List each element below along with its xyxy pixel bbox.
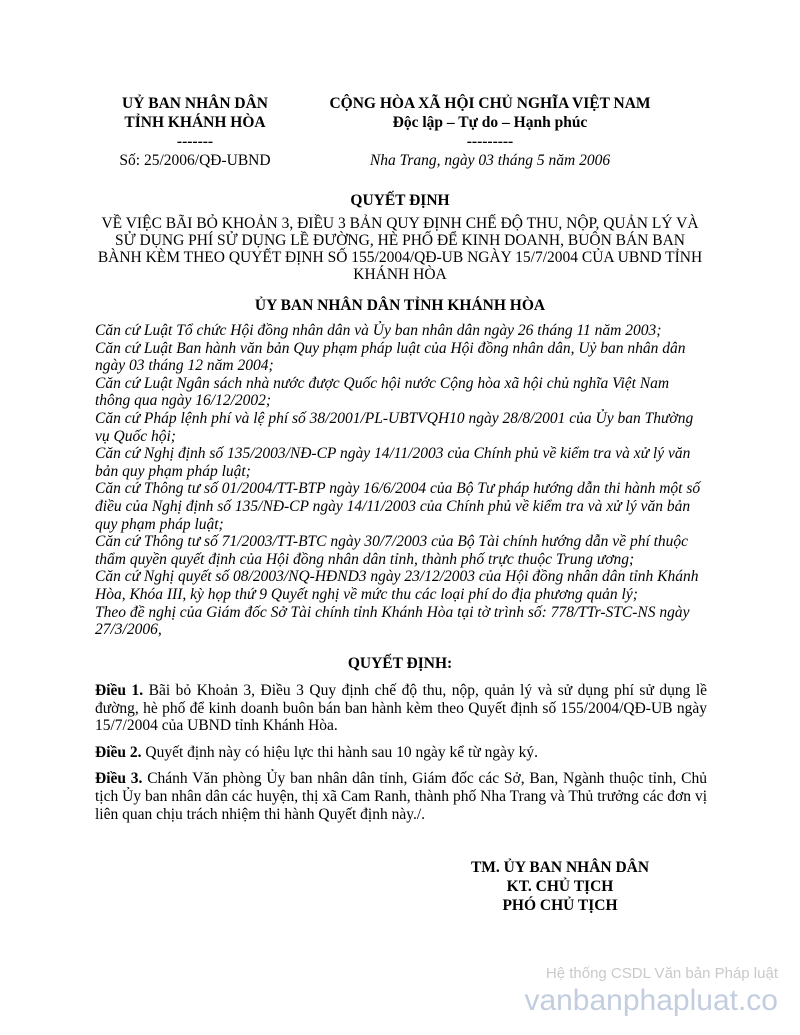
- signature-line-3: PHÓ CHỦ TỊCH: [502, 897, 618, 914]
- legal-bases: [95, 322, 707, 639]
- org-line-2: TỈNH KHÁNH HÒA: [124, 114, 266, 131]
- legal-basis-item: Căn cứ Nghị định số 135/2003/NĐ-CP ngày 14/11/2003 của Chính phủ về kiểm tra và xử lý văn bản quy phạm pháp luật;: [95, 445, 691, 480]
- org-divider: -------: [176, 133, 214, 150]
- signature-line-2: KT. CHỦ TỊCH: [506, 878, 614, 895]
- watermark-site: vanbanphapluat.co: [524, 984, 778, 1017]
- legal-basis-item: Căn cứ Thông tư số 71/2003/TT-BTC ngày 30/7/2003 của Bộ Tài chính hướng dẫn về phí thuộc thẩm quyền quyết định của Hội đồng nhân dân tỉnh, thành phố trực thuộc Trung ương;: [95, 533, 689, 568]
- org-line-1: UỶ BAN NHÂN DÂN: [122, 95, 268, 112]
- legal-basis-item: Căn cứ Thông tư số 01/2004/TT-BTP ngày 16/6/2004 của Bộ Tư pháp hướng dẫn thi hành một số điều của Nghị định số 135/NĐ-CP ngày 14/11/2003 của Chính phủ về kiểm tra và xử lý văn bản quy phạm pháp luật;: [95, 480, 701, 533]
- national-motto: Độc lập – Tự do – Hạnh phúc: [392, 114, 588, 131]
- place-date: Nha Trang, ngày 03 tháng 5 năm 2006: [369, 152, 611, 169]
- legal-basis-item: Căn cứ Luật Tổ chức Hội đồng nhân dân và Ủy ban nhân dân ngày 26 tháng 11 năm 2003;: [95, 322, 662, 339]
- issuing-authority-block: [90, 94, 300, 170]
- article-label: Điều 2.: [95, 743, 142, 761]
- document-subtitle: VỀ VIỆC BÃI BỎ KHOẢN 3, ĐIỀU 3 BẢN QUY ĐỊNH CHẾ ĐỘ THU, NỘP, QUẢN LÝ VÀ SỬ DỤNG PHÍ SỬ DỤNG LỀ ĐƯỜNG, HÈ PHỐ ĐỂ KINH DOANH, BUÔN BÁN BAN BÀNH KÈM THEO QUYẾT ĐỊNH SỐ 155/2004/QĐ-UB NGÀY 15/7/2004 CỦA UBND TỈNH KHÁNH HÒA: [97, 215, 703, 283]
- legal-basis-item: Căn cứ Nghị quyết số 08/2003/NQ-HĐND3 ngày 23/12/2003 của Hội đồng nhân dân tỉnh Khánh Hòa, Khóa III, kỳ họp thứ 9 Quyết nghị về mức thu các loại phí do địa phương quản lý;: [95, 568, 699, 603]
- signature-line-1: TM. ỦY BAN NHÂN DÂN: [470, 859, 650, 876]
- article-label: Điều 1.: [95, 682, 144, 699]
- legal-basis-item: Căn cứ Luật Ban hành văn bản Quy phạm pháp luật của Hội đồng nhân dân, Uỷ ban nhân dân ngày 03 tháng 12 năm 2004;: [95, 339, 686, 375]
- national-title-block: [290, 94, 690, 170]
- article-2: [95, 744, 707, 762]
- watermark-caption: Hệ thống CSDL Văn bản Pháp luật: [545, 965, 778, 982]
- document-number: Số: 25/2006/QĐ-UBND: [119, 152, 271, 169]
- legal-basis-item: Căn cứ Pháp lệnh phí và lệ phí số 38/2001/PL-UBTVQH10 ngày 28/8/2001 của Ủy ban Thường vụ Quốc hội;: [95, 409, 694, 445]
- article-text: Quyết định này có hiệu lực thi hành sau 10 ngày kể từ ngày ký.: [141, 743, 538, 761]
- motto-divider: ---------: [466, 133, 514, 150]
- article-1: [95, 682, 707, 735]
- article-text: Bãi bỏ Khoản 3, Điều 3 Quy định chế độ thu, nộp, quản lý và sử dụng phí sử dụng lề đường, hè phố để kinh doanh buôn bán ban hành kèm theo Quyết định số 155/2004/QĐ-UB ngày 15/7/2004 của UBND tỉnh Khánh Hòa.: [95, 682, 708, 735]
- document-title: QUYẾT ĐỊNH: [350, 192, 450, 209]
- article-text: Chánh Văn phòng Ủy ban nhân dân tỉnh, Giám đốc các Sở, Ban, Ngành thuộc tỉnh, Chủ tịch Ủy ban nhân dân các huyện, thị xã Cam Ranh, thành phố Nha Trang và Thủ trưởng các đơn vị liên quan chịu trách nhiệm thi hành Quyết định này./.: [95, 770, 707, 823]
- nation-name: CỘNG HÒA XÃ HỘI CHỦ NGHĨA VIỆT NAM: [329, 95, 651, 112]
- legal-basis-item: Căn cứ Luật Ngân sách nhà nước được Quốc hội nước Cộng hòa xã hội chủ nghĩa Việt Nam thông qua ngày 16/12/2002;: [95, 374, 670, 410]
- article-3: [95, 770, 707, 823]
- signature-block: [430, 858, 690, 915]
- decision-heading: QUYẾT ĐỊNH:: [347, 655, 453, 672]
- legal-basis-item: Theo đề nghị của Giám đốc Sở Tài chính tỉnh Khánh Hòa tại tờ trình số: 778/TTr-STC-NS ngày 27/3/2006,: [95, 603, 690, 639]
- article-label: Điều 3.: [95, 770, 143, 788]
- issuer-heading: ỦY BAN NHÂN DÂN TỈNH KHÁNH HÒA: [254, 297, 546, 314]
- articles: [95, 682, 707, 832]
